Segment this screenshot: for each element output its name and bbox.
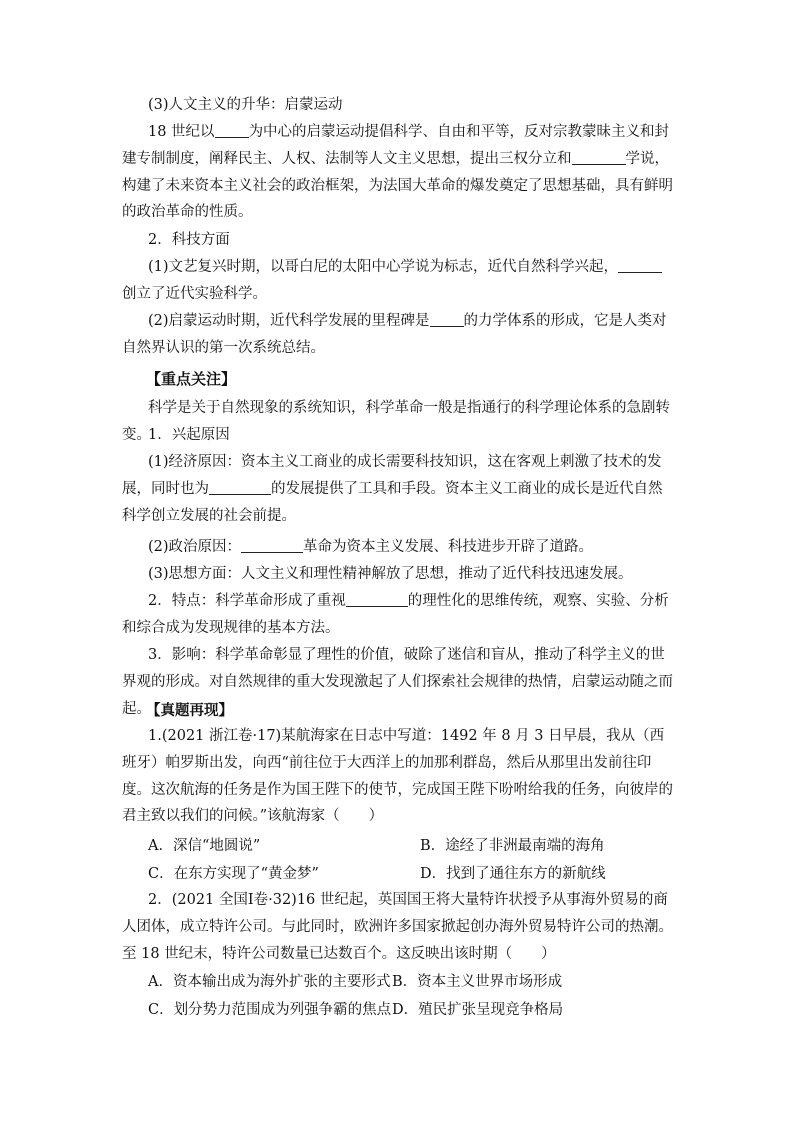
text-segment: 18 世纪以 bbox=[148, 124, 215, 140]
text-segment: 革命为资本主义发展、科技进步开辟了道路。 bbox=[303, 539, 594, 555]
fill-blank[interactable] bbox=[618, 258, 662, 274]
q1-option-a[interactable]: A．深信“地圆说” bbox=[148, 838, 261, 854]
renaissance-paragraph bbox=[122, 254, 674, 308]
text-segment: 2．特点：科学革命形成了重视 bbox=[148, 593, 346, 609]
fill-blank[interactable] bbox=[346, 592, 408, 608]
question-1-options bbox=[148, 834, 688, 888]
q1-option-d[interactable]: D．找到了通往东方的新航线 bbox=[420, 866, 606, 882]
fill-blank[interactable] bbox=[241, 538, 303, 554]
impact-paragraph: 3．影响：科学革命彰显了理性的价值，破除了迷信和盲从，推动了科学主义的世界观的形成。对自然规律的重大发现激起了人们探索社会规律的热情，启蒙运动随之而起。 bbox=[122, 647, 673, 717]
enlightenment-paragraph bbox=[122, 119, 674, 226]
question-1: 1.(2021 浙江卷·17)某航海家在日志中写道：1492 年 8 月 3 日早晨，我从（西班牙）帕罗斯出发，向西“前往位于大西洋上的加那利群岛，然后从那里出发前往印度。这次航海的任务是作为国王陛下的使节，完成国王陛下吩咐给我的任务，向彼岸的君主致以我们的问候。”该航海家（ ） bbox=[122, 728, 673, 825]
question-2-options bbox=[148, 970, 688, 1024]
q1-option-c[interactable]: C．在东方实现了“黄金梦” bbox=[148, 866, 319, 882]
review-heading: 【真题再现】 bbox=[146, 702, 233, 719]
text-segment: 的理性化的思维传统，观察、实验、分析和综合成为发现规律的基本方法。 bbox=[122, 593, 669, 636]
fill-blank[interactable] bbox=[209, 479, 271, 495]
text-segment: 为中心的启蒙运动提倡科学、自由和平等，反对宗教蒙昧主义和封建专制制度，阐释民主、人权、法制等人文主义思想，提出三权分立和 bbox=[122, 124, 670, 167]
enlightenment-science-paragraph bbox=[122, 308, 674, 362]
text-segment: (1)经济原因：资本主义工商业的成长需要科技知识，这在客观上刺激了技术的发展，同时也为 bbox=[122, 454, 662, 497]
fill-blank[interactable] bbox=[430, 312, 464, 328]
q2-option-a[interactable]: A．资本输出成为海外扩张的主要形式 bbox=[148, 974, 391, 990]
focus-intro: 科学是关于自然现象的系统知识，科学革命一般是指通行的科学理论体系的急剧转变。 bbox=[122, 400, 670, 443]
section-3-title: (3)人文主义的升华：启蒙运动 bbox=[148, 97, 343, 113]
ideological-cause: (3)思想方面：人文主义和理性精神解放了思想，推动了近代科技迅速发展。 bbox=[148, 566, 633, 582]
features-paragraph bbox=[122, 588, 674, 642]
fill-blank[interactable] bbox=[215, 123, 249, 139]
q1-option-b[interactable]: B．途经了非洲最南端的海角 bbox=[420, 838, 605, 854]
text-segment: 的发展提供了工具和手段。资本主义工商业的成长是近代自然科学创立发展的社会前提。 bbox=[122, 480, 663, 524]
fill-blank[interactable] bbox=[572, 149, 626, 165]
text-segment: (1)文艺复兴时期，以哥白尼的太阳中心学说为标志，近代自然科学兴起， bbox=[148, 259, 619, 275]
text-segment: 的力学体系的形成，它是人类对自然界认识的第一次系统总结。 bbox=[122, 313, 667, 356]
focus-heading: 【重点关注】 bbox=[146, 370, 237, 388]
q2-option-d[interactable]: D．殖民扩张呈现竞争格局 bbox=[392, 1002, 564, 1018]
tech-heading: 2．科技方面 bbox=[148, 232, 230, 248]
text-segment: (2)政治原因： bbox=[148, 539, 242, 555]
q2-option-c[interactable]: C．划分势力范围成为列强争霸的焦点 bbox=[148, 1002, 392, 1018]
text-segment: 创立了近代实验科学。 bbox=[122, 285, 267, 302]
question-2: 2．(2021 全国Ⅰ卷·32)16 世纪起，英国国王将大量特许状授予从事海外贸易的商人团体，成立特许公司。与此同时，欧洲许多国家掀起创办海外贸易特许公司的热潮。至 18 世纪末，特许公司数量已达数百个。这反映出该时期（ ） bbox=[122, 892, 673, 962]
q2-option-b[interactable]: B．资本主义世界市场形成 bbox=[392, 974, 563, 990]
economic-cause bbox=[122, 449, 674, 529]
political-cause bbox=[122, 534, 674, 561]
text-segment: 学说，构建了未来资本主义社会的政治框架，为法国大革命的爆发奠定了思想基础，具有鲜明的政治革命的性质。 bbox=[122, 150, 673, 221]
text-segment: (2)启蒙运动时期，近代科学发展的里程碑是 bbox=[148, 313, 430, 329]
cause-heading: 1．兴起原因 bbox=[148, 427, 230, 443]
